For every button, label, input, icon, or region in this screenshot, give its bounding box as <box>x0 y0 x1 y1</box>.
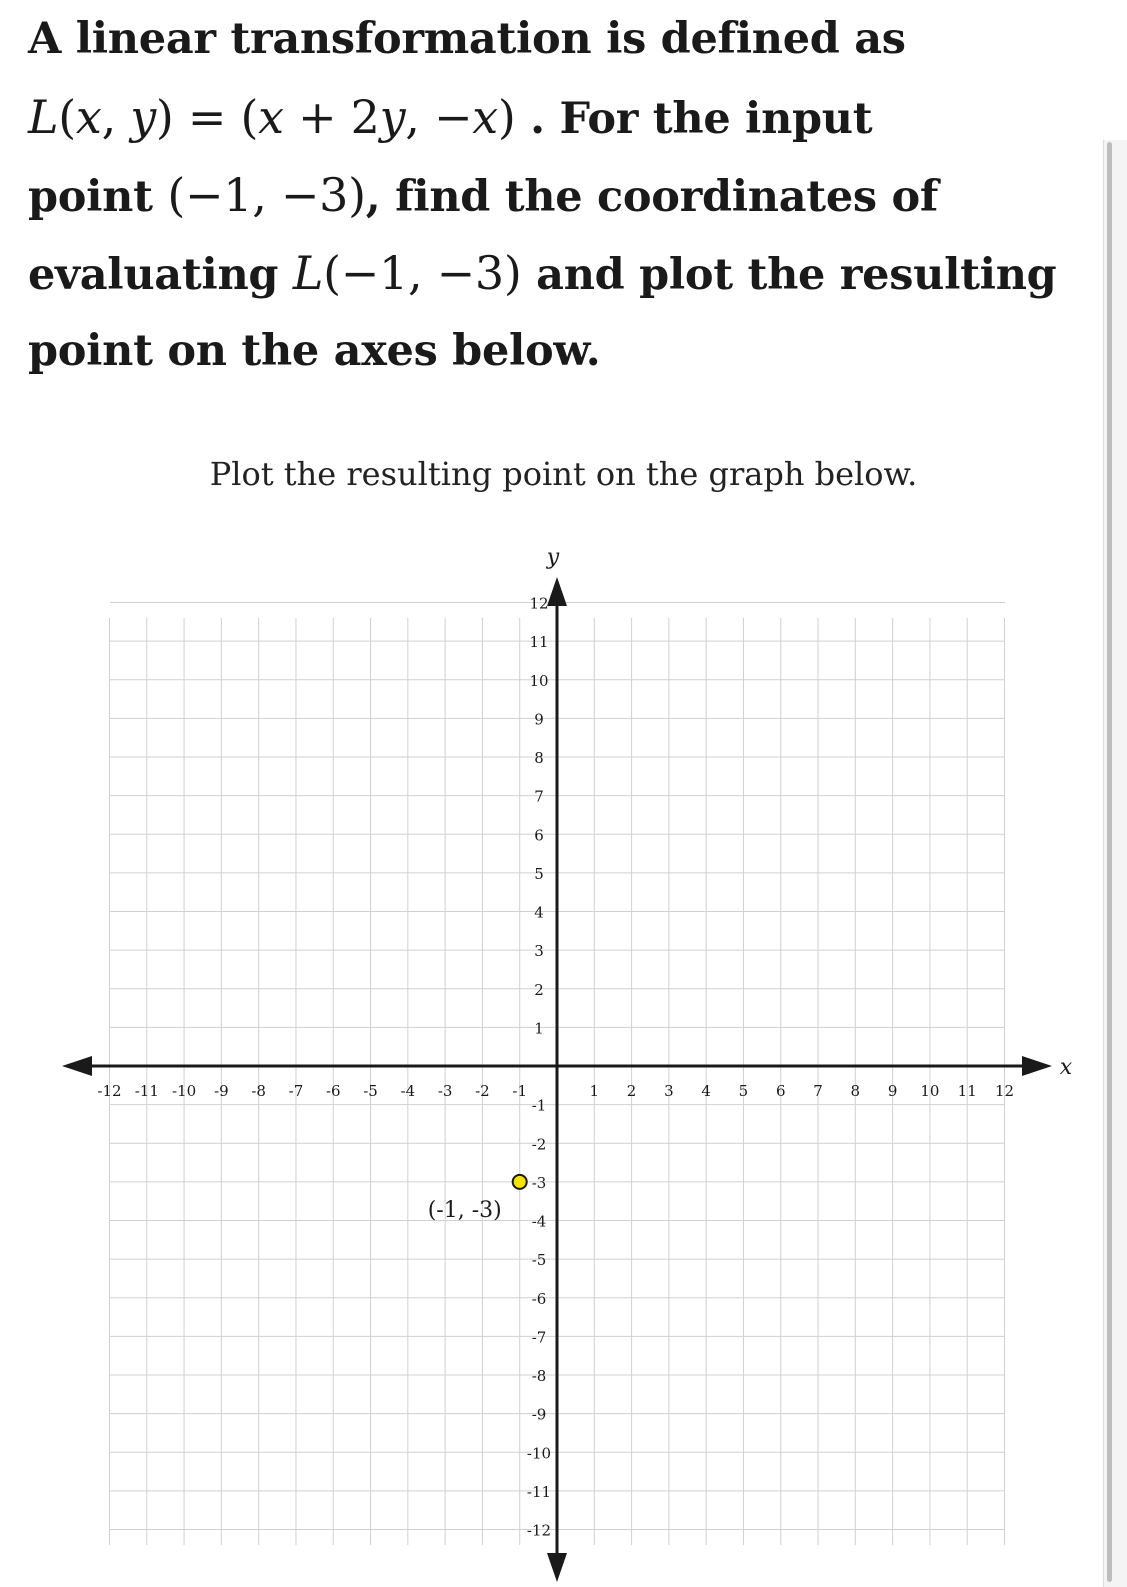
coordinate-graph[interactable] <box>0 530 1100 1587</box>
x-tick-label: 3 <box>664 1082 674 1100</box>
x-tick-label: -3 <box>437 1082 453 1100</box>
y-tick-label: -12 <box>526 1521 552 1540</box>
y-tick-label: 11 <box>529 633 549 652</box>
plot-instruction: Plot the resulting point on the graph below. <box>209 455 918 493</box>
evaluation-math: L(−1, −3) <box>292 246 522 300</box>
x-axis-right-arrow <box>1022 1056 1052 1076</box>
y-tick-label: -3 <box>531 1173 547 1192</box>
question-line-4: evaluating L(−1, −3) and plot the resulting <box>28 246 1057 300</box>
y-tick-label: 7 <box>534 787 544 806</box>
y-tick-label: -8 <box>531 1367 547 1385</box>
x-tick-label: -10 <box>172 1082 197 1100</box>
y-tick-label: -11 <box>526 1482 552 1501</box>
y-tick-label: -6 <box>531 1289 547 1308</box>
question-text <box>28 0 1098 390</box>
y-tick-label: -1 <box>531 1096 547 1115</box>
x-tick-label: -4 <box>400 1082 416 1100</box>
x-axis-left-arrow <box>62 1056 92 1076</box>
y-axis-label: y <box>546 545 560 570</box>
x-tick-label: 12 <box>994 1082 1015 1100</box>
y-tick-label: 4 <box>534 903 544 922</box>
x-axis-label: x <box>1059 1055 1073 1080</box>
x-tick-label: -2 <box>475 1082 490 1100</box>
y-tick-label: -5 <box>531 1251 547 1270</box>
y-tick-label: -2 <box>531 1135 547 1154</box>
y-tick-label: 12 <box>529 594 549 613</box>
x-tick-label: -7 <box>288 1082 304 1100</box>
question-line-2: L(x, y) = (x + 2y, −x) . For the input <box>28 90 873 144</box>
x-tick-label: -5 <box>363 1082 378 1100</box>
y-tick-label: -9 <box>531 1405 547 1424</box>
x-tick-label: -1 <box>512 1082 528 1100</box>
plotted-point-label: (-1, -3) <box>427 1197 502 1223</box>
question-line-1: A linear transformation is defined as <box>28 14 906 64</box>
y-axis-down-arrow <box>547 1553 567 1582</box>
y-tick-label: -7 <box>531 1328 547 1347</box>
x-tick-label: 9 <box>887 1082 898 1100</box>
y-tick-label: 10 <box>529 671 549 690</box>
y-tick-label: 3 <box>534 942 544 961</box>
x-tick-label: 4 <box>701 1082 711 1100</box>
x-tick-label: 1 <box>589 1082 600 1100</box>
x-tick-label: 2 <box>626 1082 637 1100</box>
question-line-5: point on the axes below. <box>28 326 601 376</box>
x-tick-label: -9 <box>214 1082 229 1100</box>
y-tick-label: 9 <box>534 710 544 729</box>
x-tick-label: 7 <box>813 1082 823 1100</box>
x-tick-label: -11 <box>134 1082 159 1100</box>
x-tick-label: 5 <box>738 1082 749 1100</box>
x-tick-label: 8 <box>850 1082 861 1100</box>
y-tick-label: -4 <box>531 1212 547 1231</box>
y-tick-label: 2 <box>534 980 544 999</box>
transformation-formula: L(x, y) = (x + 2y, −x) <box>28 90 516 144</box>
x-tick-label: -6 <box>325 1082 341 1100</box>
scrollbar-thumb[interactable] <box>1107 142 1112 1582</box>
y-tick-label: 1 <box>534 1019 544 1038</box>
y-tick-label: -10 <box>526 1444 552 1463</box>
x-tick-label: -12 <box>97 1082 122 1100</box>
y-axis-up-arrow <box>547 577 567 606</box>
y-tick-label: 8 <box>534 749 544 767</box>
y-tick-label: 6 <box>534 826 544 845</box>
x-tick-label: 11 <box>957 1082 977 1100</box>
axes <box>62 545 1073 1582</box>
plotted-point[interactable] <box>513 1175 527 1189</box>
question-line-3: point (−1, −3), find the coordinates of <box>28 168 939 222</box>
x-tick-label: 6 <box>775 1082 786 1100</box>
x-tick-label: 10 <box>920 1082 940 1100</box>
x-tick-label: -8 <box>251 1082 266 1100</box>
y-tick-label: 5 <box>534 864 544 883</box>
input-point-math: (−1, −3) <box>167 168 366 222</box>
